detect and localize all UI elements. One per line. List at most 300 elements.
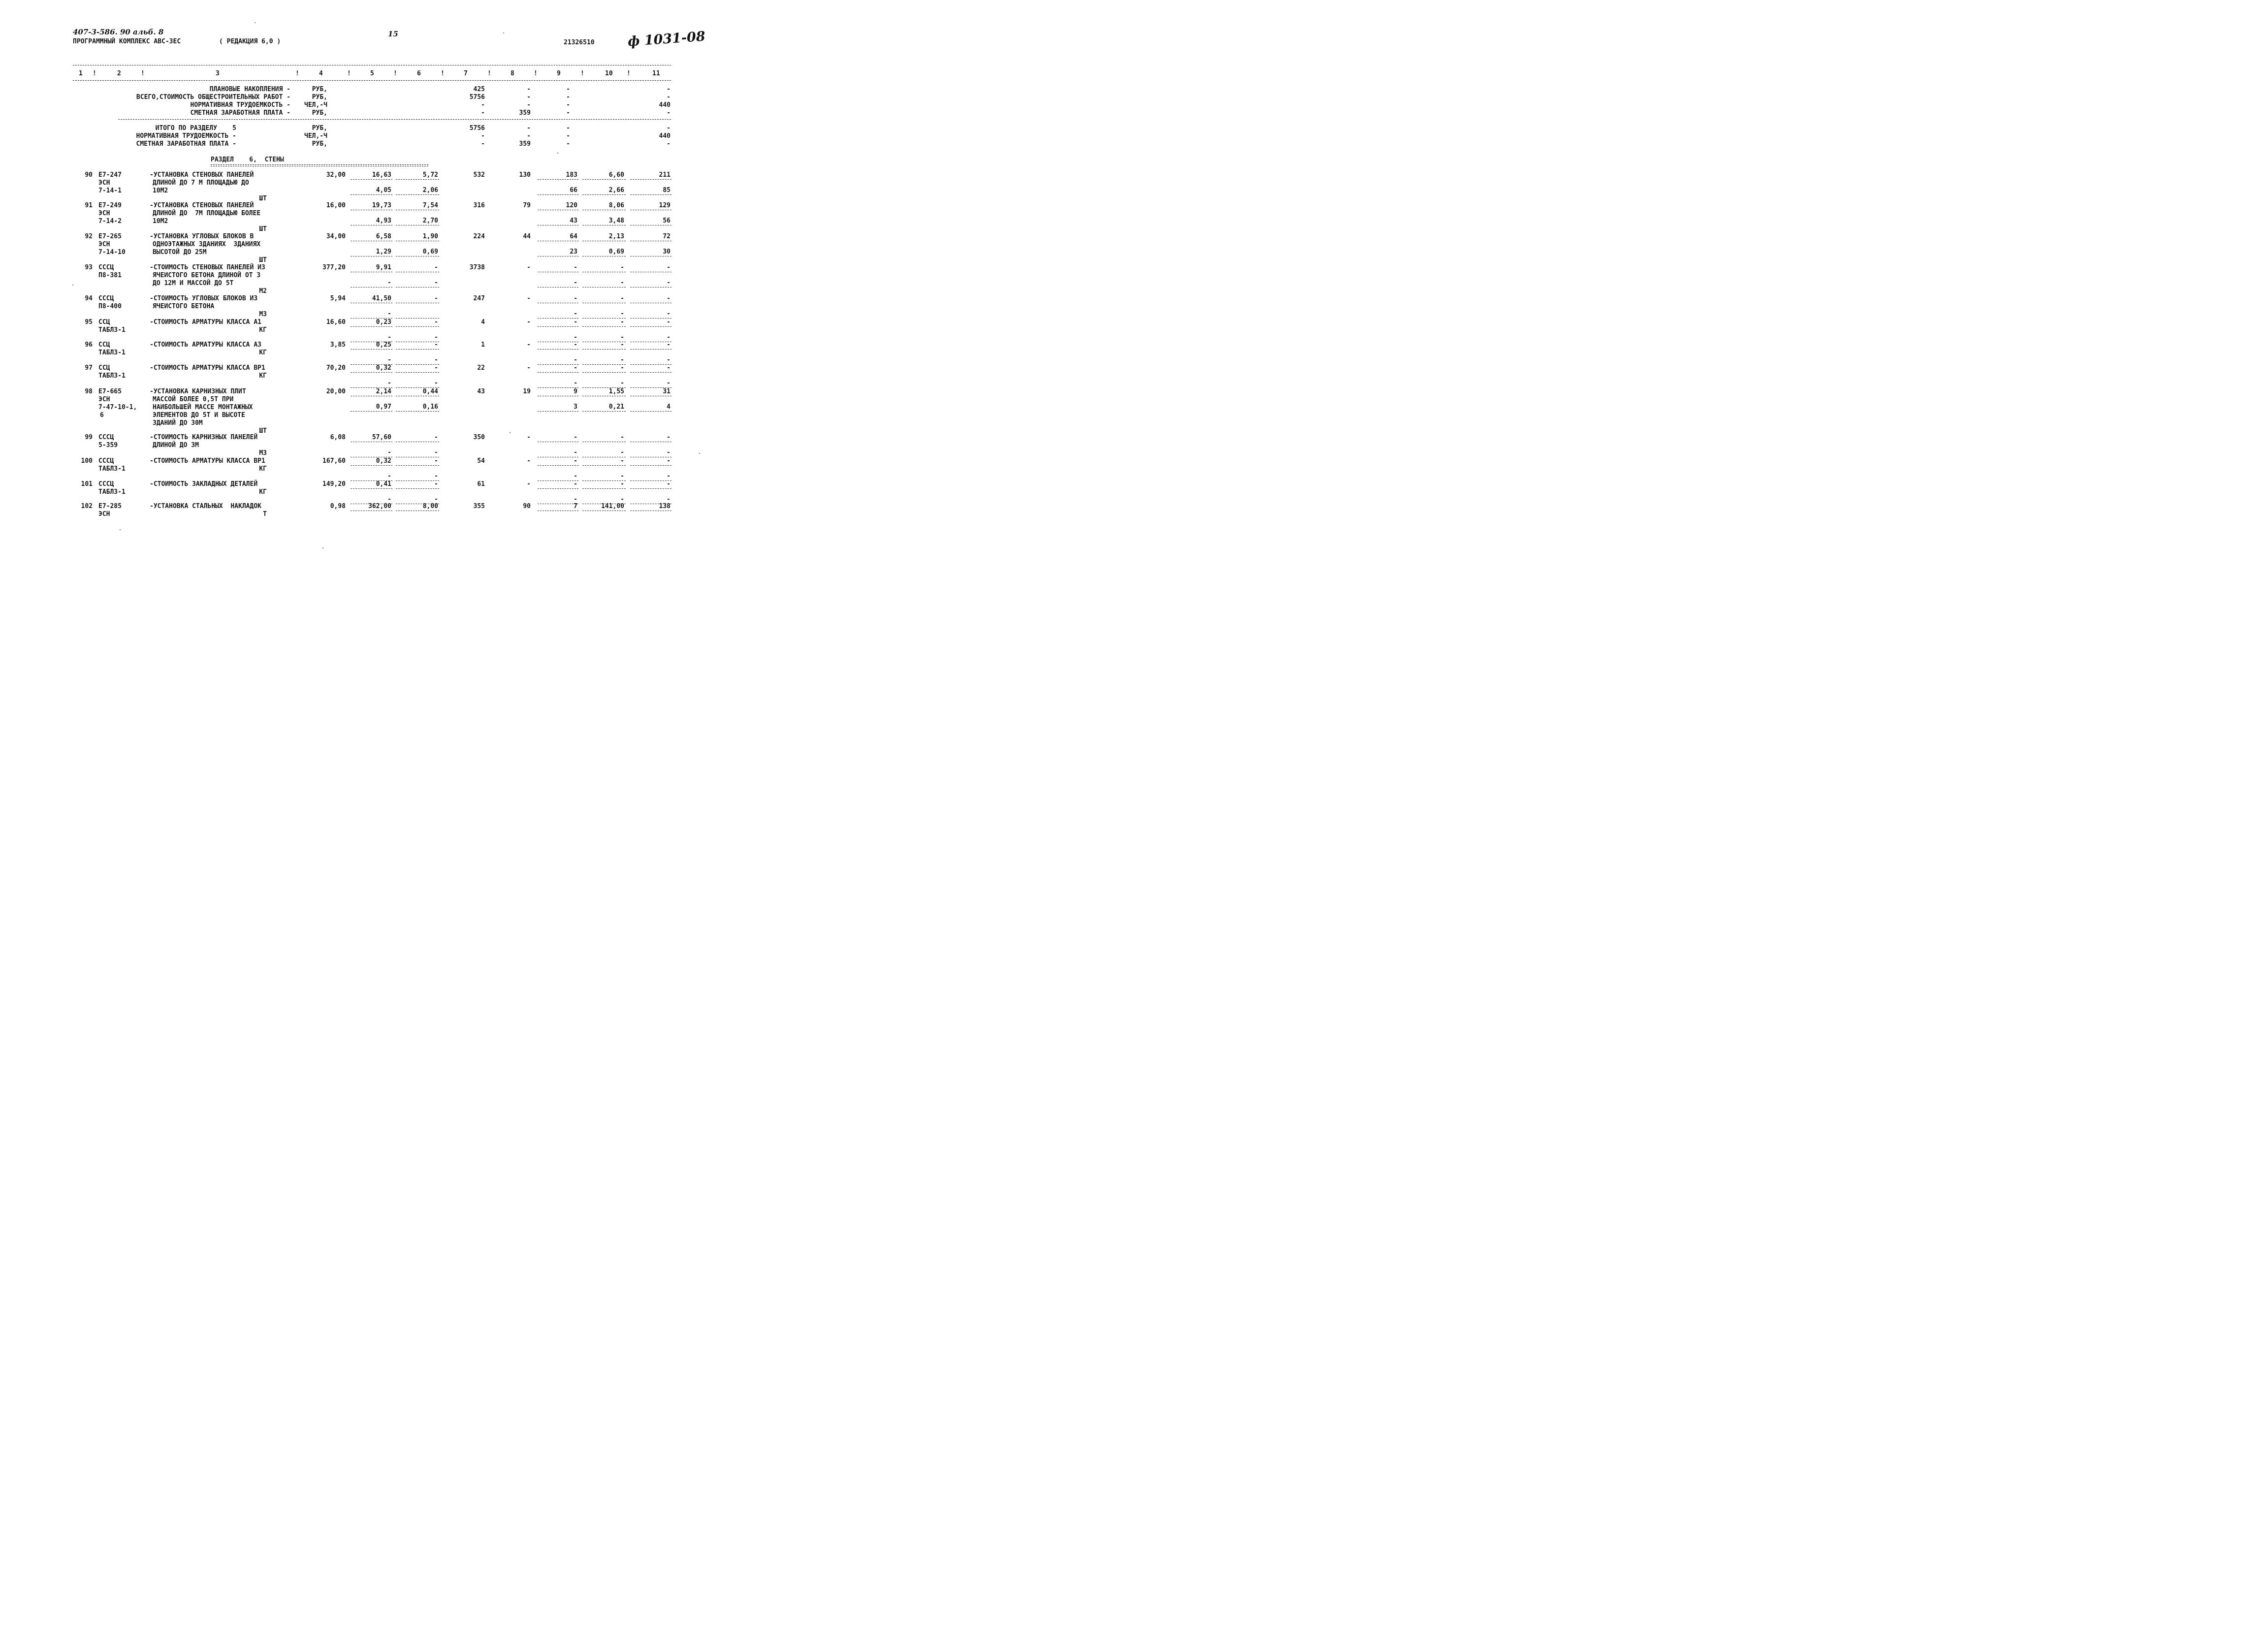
row-c5b: - bbox=[387, 496, 391, 503]
row-code: ЭСН bbox=[98, 511, 110, 518]
row-c11: 72 bbox=[663, 233, 671, 240]
row-description: ДЛИНОЙ ДО 7М ПЛОЩАДЬЮ БОЛЕЕ bbox=[153, 210, 261, 217]
row-c5: 362,00 bbox=[368, 503, 391, 510]
row-c5: 19,73 bbox=[372, 202, 391, 209]
row-c5b: - bbox=[387, 279, 391, 287]
row-c10b: 2,66 bbox=[608, 187, 624, 194]
summary-col11: 440 bbox=[659, 101, 671, 109]
cell-rule bbox=[396, 488, 439, 489]
cell-rule bbox=[538, 411, 578, 412]
row-unit: Т bbox=[263, 511, 267, 518]
row-c9b: 66 bbox=[570, 187, 577, 194]
row-unit: КГ bbox=[259, 349, 267, 356]
row-c11: - bbox=[667, 434, 671, 441]
summary-col8: - bbox=[527, 86, 531, 93]
cell-rule bbox=[630, 194, 671, 195]
cell-rule bbox=[582, 326, 626, 327]
cell-rule bbox=[538, 364, 578, 365]
summary-unit: ЧЕЛ,-Ч bbox=[304, 132, 327, 140]
column-separator: ! bbox=[295, 70, 299, 77]
row-c9: - bbox=[574, 480, 577, 488]
row-c10: 1,55 bbox=[608, 388, 624, 395]
cell-rule bbox=[630, 364, 671, 365]
summary-label: НОРМАТИВНАЯ ТРУДОЕМКОСТЬ - bbox=[190, 101, 290, 109]
summary-unit: РУБ, bbox=[312, 140, 327, 148]
scan-speck bbox=[510, 432, 511, 433]
row-c11b: - bbox=[667, 279, 671, 287]
row-code: ССЦ bbox=[98, 319, 110, 326]
row-c6b: - bbox=[434, 496, 438, 503]
row-description: -СТОИМОСТЬ АРМАТУРЫ КЛАССА ВР1 bbox=[150, 364, 265, 372]
cell-rule bbox=[538, 194, 578, 195]
row-c9b: - bbox=[574, 310, 577, 318]
row-description: -СТОИМОСТЬ АРМАТУРЫ КЛАССА А1 bbox=[150, 319, 261, 326]
row-code: 7-14-1 bbox=[98, 187, 122, 194]
row-c11: - bbox=[667, 264, 671, 271]
summary-label: НОРМАТИВНАЯ ТРУДОЕМКОСТЬ - bbox=[136, 132, 236, 140]
summary-unit: РУБ, bbox=[312, 86, 327, 93]
row-c4: 20,00 bbox=[326, 388, 346, 395]
row-c5b: - bbox=[387, 334, 391, 341]
row-c11b: - bbox=[667, 473, 671, 480]
row-code: Е7-247 bbox=[98, 171, 122, 179]
cell-rule bbox=[582, 194, 626, 195]
row-c6: - bbox=[434, 434, 438, 441]
summary-col9: - bbox=[566, 125, 570, 132]
summary-col8: - bbox=[527, 94, 531, 101]
summary-col9: - bbox=[566, 101, 570, 109]
scan-speck bbox=[322, 547, 323, 548]
cell-rule bbox=[396, 179, 439, 180]
row-c9: 9 bbox=[574, 388, 577, 395]
scan-speck bbox=[503, 32, 504, 33]
row-c10b: - bbox=[620, 310, 624, 318]
row-number: 90 bbox=[85, 171, 93, 179]
column-header-8: 8 bbox=[511, 70, 514, 77]
row-number: 94 bbox=[85, 295, 93, 302]
row-c8: 44 bbox=[523, 233, 531, 240]
row-c10b: - bbox=[620, 380, 624, 387]
row-c11: - bbox=[667, 480, 671, 488]
row-c9: - bbox=[574, 264, 577, 271]
row-unit: КГ bbox=[259, 465, 267, 473]
row-code: П8-381 bbox=[98, 272, 122, 279]
handwritten-signature: ф 1031-08 bbox=[627, 29, 706, 50]
column-separator: ! bbox=[627, 70, 631, 77]
column-header-4: 4 bbox=[319, 70, 323, 77]
row-code: ТАБЛ3-1 bbox=[98, 349, 126, 356]
row-c9b: 3 bbox=[574, 403, 577, 411]
row-description: -СТОИМОСТЬ УГЛОВЫХ БЛОКОВ ИЗ bbox=[150, 295, 258, 302]
summary-unit: РУБ, bbox=[312, 125, 327, 132]
row-description: ВЫСОТОЙ ДО 25М bbox=[153, 249, 207, 256]
row-c10: - bbox=[620, 457, 624, 465]
row-c10b: - bbox=[620, 496, 624, 503]
row-c5b: - bbox=[387, 473, 391, 480]
row-c9b: - bbox=[574, 496, 577, 503]
scan-speck bbox=[557, 153, 558, 154]
cell-rule bbox=[630, 465, 671, 466]
row-c9b: - bbox=[574, 334, 577, 341]
cell-rule bbox=[351, 179, 392, 180]
cell-rule bbox=[538, 326, 578, 327]
row-c10: 141,00 bbox=[601, 503, 624, 510]
cell-rule bbox=[396, 364, 439, 365]
row-c5b: 4,93 bbox=[376, 217, 391, 224]
document-code: 21326510 bbox=[564, 39, 595, 46]
cell-rule bbox=[396, 349, 439, 350]
row-unit: КГ bbox=[259, 488, 267, 496]
row-c6b: 2,06 bbox=[422, 187, 438, 194]
row-code: Е7-665 bbox=[98, 388, 122, 395]
row-description: -УСТАНОВКА СТАЛЬНЫХ НАКЛАДОК bbox=[150, 503, 261, 510]
cell-rule bbox=[538, 488, 578, 489]
row-c6: 0,44 bbox=[422, 388, 438, 395]
column-header-3: 3 bbox=[216, 70, 220, 77]
row-c9b: - bbox=[574, 449, 577, 456]
row-description: ЗДАНИЙ ДО 30М bbox=[153, 419, 203, 427]
row-number: 102 bbox=[81, 503, 93, 510]
row-c8: - bbox=[527, 295, 531, 302]
row-c10b: - bbox=[620, 334, 624, 341]
row-number: 97 bbox=[85, 364, 93, 372]
row-c4: 167,60 bbox=[322, 457, 346, 465]
summary-col9: - bbox=[566, 132, 570, 140]
summary-col9: - bbox=[566, 94, 570, 101]
row-c10: - bbox=[620, 264, 624, 271]
row-c6: 1,90 bbox=[422, 233, 438, 240]
row-c6: - bbox=[434, 264, 438, 271]
cell-rule bbox=[351, 488, 392, 489]
column-separator: ! bbox=[534, 70, 538, 77]
scan-speck bbox=[255, 22, 256, 23]
row-c11b: - bbox=[667, 310, 671, 318]
cell-rule bbox=[630, 488, 671, 489]
column-separator: ! bbox=[141, 70, 145, 77]
cell-rule bbox=[538, 318, 578, 319]
row-c11: 129 bbox=[659, 202, 671, 209]
row-code: ЭСН bbox=[98, 179, 110, 187]
column-separator: ! bbox=[93, 70, 96, 77]
row-c7: 316 bbox=[473, 202, 485, 209]
column-separator: ! bbox=[347, 70, 351, 77]
row-number: 93 bbox=[85, 264, 93, 271]
row-c5: 57,60 bbox=[372, 434, 391, 441]
document-reference: 407-3-586. 90 альб. 8 bbox=[73, 28, 164, 36]
row-code: ЭСН bbox=[98, 396, 110, 403]
cell-rule bbox=[396, 318, 439, 319]
row-c7: 350 bbox=[473, 434, 485, 441]
row-code: ТАБЛ3-1 bbox=[98, 488, 126, 496]
row-c5b: - bbox=[387, 356, 391, 364]
row-c5: 0,23 bbox=[376, 319, 391, 326]
row-description: -СТОИМОСТЬ ЗАКЛАДНЫХ ДЕТАЛЕЙ bbox=[150, 480, 258, 488]
row-c10b: 0,21 bbox=[608, 403, 624, 411]
summary-col8: 359 bbox=[519, 109, 531, 117]
row-c8: - bbox=[527, 364, 531, 372]
row-description: ЭЛЕМЕНТОВ ДО 5Т И ВЫСОТЕ bbox=[153, 412, 245, 419]
row-c6: - bbox=[434, 319, 438, 326]
column-separator: ! bbox=[487, 70, 491, 77]
row-c10b: - bbox=[620, 473, 624, 480]
row-c9: 183 bbox=[566, 171, 577, 179]
row-c11b: - bbox=[667, 449, 671, 456]
cell-rule bbox=[538, 465, 578, 466]
row-code: Е7-285 bbox=[98, 503, 122, 510]
row-c10b: - bbox=[620, 356, 624, 364]
row-c6b: - bbox=[434, 380, 438, 387]
row-number: 98 bbox=[85, 388, 93, 395]
row-description: -УСТАНОВКА КАРНИЗНЫХ ПЛИТ bbox=[150, 388, 246, 395]
row-c7: 355 bbox=[473, 503, 485, 510]
program-name: ПРОГРАММНЫЙ КОМПЛЕКС АВС-ЗЕС bbox=[73, 38, 181, 45]
row-c5: 0,32 bbox=[376, 457, 391, 465]
cell-rule bbox=[351, 326, 392, 327]
row-code: ЭСН bbox=[98, 210, 110, 217]
row-description: ДЛИНОЙ ДО 3М bbox=[153, 442, 199, 449]
cell-rule bbox=[396, 326, 439, 327]
cell-rule bbox=[582, 349, 626, 350]
row-c6b: - bbox=[434, 334, 438, 341]
column-header-7: 7 bbox=[464, 70, 468, 77]
row-c10: 2,13 bbox=[608, 233, 624, 240]
column-header-11: 11 bbox=[652, 70, 660, 77]
row-c11: - bbox=[667, 364, 671, 372]
summary-col11: 440 bbox=[659, 132, 671, 140]
row-c10: 6,60 bbox=[608, 171, 624, 179]
row-c11: - bbox=[667, 341, 671, 349]
row-c6: 8,00 bbox=[422, 503, 438, 510]
cell-rule bbox=[538, 387, 578, 388]
row-c5: 9,91 bbox=[376, 264, 391, 271]
row-number: 95 bbox=[85, 319, 93, 326]
row-c9b: 43 bbox=[570, 217, 577, 224]
summary-col11: - bbox=[667, 86, 671, 93]
row-c11: - bbox=[667, 295, 671, 302]
row-c9: - bbox=[574, 341, 577, 349]
row-c4: 0,98 bbox=[330, 503, 346, 510]
cell-rule bbox=[630, 372, 671, 373]
row-c10: - bbox=[620, 341, 624, 349]
cell-rule bbox=[630, 318, 671, 319]
row-c6b: - bbox=[434, 356, 438, 364]
row-c9: - bbox=[574, 457, 577, 465]
row-description: -СТОИМОСТЬ КАРНИЗНЫХ ПАНЕЛЕЙ bbox=[150, 434, 258, 441]
row-description: 10М2 bbox=[153, 187, 168, 194]
row-c7: 61 bbox=[477, 480, 485, 488]
row-c6: - bbox=[434, 364, 438, 372]
summary-col7: 425 bbox=[473, 86, 485, 93]
summary-col7: 5756 bbox=[469, 125, 485, 132]
cell-rule bbox=[538, 179, 578, 180]
row-unit: ШТ bbox=[259, 256, 267, 264]
row-c9: - bbox=[574, 319, 577, 326]
row-c5: 0,32 bbox=[376, 364, 391, 372]
row-c9b: 23 bbox=[570, 248, 577, 255]
row-unit: КГ bbox=[259, 372, 267, 380]
row-code: Е7-265 bbox=[98, 233, 122, 240]
summary-col8: - bbox=[527, 132, 531, 140]
summary-unit: ЧЕЛ,-Ч bbox=[304, 101, 327, 109]
row-code: ССЦ bbox=[98, 341, 110, 349]
row-c11b: - bbox=[667, 496, 671, 503]
row-c5b: - bbox=[387, 310, 391, 318]
row-c7: 43 bbox=[477, 388, 485, 395]
row-c11: - bbox=[667, 457, 671, 465]
summary-col7: - bbox=[481, 109, 485, 117]
cell-rule bbox=[351, 372, 392, 373]
row-c11: 211 bbox=[659, 171, 671, 179]
row-c10: - bbox=[620, 364, 624, 372]
cell-rule bbox=[538, 480, 578, 481]
cell-rule bbox=[582, 372, 626, 373]
row-c5: 0,41 bbox=[376, 480, 391, 488]
summary-col7: - bbox=[481, 140, 485, 148]
summary-col11: - bbox=[667, 140, 671, 148]
row-c10: - bbox=[620, 295, 624, 302]
cell-rule bbox=[396, 480, 439, 481]
cell-rule bbox=[396, 465, 439, 466]
row-number: 99 bbox=[85, 434, 93, 441]
row-code: П8-400 bbox=[98, 303, 122, 310]
cell-rule bbox=[630, 480, 671, 481]
row-c8: - bbox=[527, 319, 531, 326]
summary-col9: - bbox=[566, 140, 570, 148]
row-number: 101 bbox=[81, 480, 93, 488]
row-description: ДЛИНОЙ ДО 7 М ПЛОЩАДЬЮ ДО bbox=[153, 179, 249, 187]
row-c7: 247 bbox=[473, 295, 485, 302]
row-c10: - bbox=[620, 480, 624, 488]
cell-rule bbox=[351, 411, 392, 412]
row-c8: 130 bbox=[519, 171, 531, 179]
summary-col7: - bbox=[481, 101, 485, 109]
row-description: -УСТАНОВКА УГЛОВЫХ БЛОКОВ В bbox=[150, 233, 254, 240]
row-c5: 0,25 bbox=[376, 341, 391, 349]
row-description: МАССОЙ БОЛЕЕ 0,5Т ПРИ bbox=[153, 396, 234, 403]
cell-rule bbox=[396, 194, 439, 195]
summary-col9: - bbox=[566, 86, 570, 93]
row-c10b: - bbox=[620, 449, 624, 456]
row-c11b: 30 bbox=[663, 248, 671, 255]
row-c4: 16,60 bbox=[326, 319, 346, 326]
scan-speck bbox=[699, 453, 700, 454]
row-c5b: 0,97 bbox=[376, 403, 391, 411]
row-c8: - bbox=[527, 264, 531, 271]
cell-rule bbox=[630, 326, 671, 327]
row-c9b: - bbox=[574, 356, 577, 364]
cell-rule bbox=[396, 372, 439, 373]
cell-rule bbox=[582, 488, 626, 489]
summary-col7: 5756 bbox=[469, 94, 485, 101]
row-code: Е7-249 bbox=[98, 202, 122, 209]
summary-label: СМЕТНАЯ ЗАРАБОТНАЯ ПЛАТА - bbox=[190, 109, 290, 117]
row-c10: 8,06 bbox=[608, 202, 624, 209]
row-c9: - bbox=[574, 295, 577, 302]
row-unit: ШТ bbox=[259, 225, 267, 233]
column-separator: ! bbox=[441, 70, 445, 77]
row-c6: - bbox=[434, 295, 438, 302]
row-c4: 6,08 bbox=[330, 434, 346, 441]
row-description: ЯЧЕИСТОГО БЕТОНА bbox=[153, 303, 215, 310]
row-c5: 41,50 bbox=[372, 295, 391, 302]
cell-rule bbox=[538, 372, 578, 373]
row-c10: - bbox=[620, 434, 624, 441]
row-c5b: 4,05 bbox=[376, 187, 391, 194]
row-c5: 2,14 bbox=[376, 388, 391, 395]
header-bottom-rule bbox=[73, 80, 671, 81]
column-separator: ! bbox=[580, 70, 584, 77]
row-c4: 149,20 bbox=[322, 480, 346, 488]
cell-rule bbox=[582, 364, 626, 365]
row-code: ТАБЛ3-1 bbox=[98, 372, 126, 380]
cell-rule bbox=[538, 349, 578, 350]
summary-unit: РУБ, bbox=[312, 109, 327, 117]
row-c9b: - bbox=[574, 279, 577, 287]
column-header-6: 6 bbox=[417, 70, 421, 77]
row-c7: 224 bbox=[473, 233, 485, 240]
row-c8: 79 bbox=[523, 202, 531, 209]
row-description: 10М2 bbox=[153, 218, 168, 225]
row-c9: 64 bbox=[570, 233, 577, 240]
row-code: ТАБЛ3-1 bbox=[98, 326, 126, 334]
row-code: 7-14-10 bbox=[98, 249, 126, 256]
row-unit: ШТ bbox=[259, 195, 267, 202]
column-header-1: 1 bbox=[79, 70, 83, 77]
row-c8: - bbox=[527, 341, 531, 349]
cell-rule bbox=[351, 465, 392, 466]
row-c11b: - bbox=[667, 334, 671, 341]
summary-col11: - bbox=[667, 125, 671, 132]
row-code: 5-359 bbox=[98, 442, 118, 449]
row-c5: 16,63 bbox=[372, 171, 391, 179]
row-c11b: 4 bbox=[667, 403, 671, 411]
row-unit: ШТ bbox=[259, 427, 267, 435]
row-c7: 532 bbox=[473, 171, 485, 179]
cell-rule bbox=[630, 349, 671, 350]
summary-label: ПЛАНОВЫЕ НАКОПЛЕНИЯ - bbox=[209, 86, 290, 93]
row-c6b: 0,69 bbox=[422, 248, 438, 255]
row-c4: 32,00 bbox=[326, 171, 346, 179]
section-title: РАЗДЕЛ 6, СТЕНЫ bbox=[211, 156, 284, 163]
row-number: 96 bbox=[85, 341, 93, 349]
row-c7: 54 bbox=[477, 457, 485, 465]
row-number: 92 bbox=[85, 233, 93, 240]
row-c9: 7 bbox=[574, 503, 577, 510]
summary-label: ИТОГО ПО РАЗДЕЛУ 5 bbox=[155, 125, 236, 132]
column-separator: ! bbox=[393, 70, 397, 77]
row-c10b: 0,69 bbox=[608, 248, 624, 255]
summary-label: ВСЕГО,СТОИМОСТЬ ОБЩЕСТРОИТЕЛЬНЫХ РАБОТ - bbox=[136, 94, 290, 101]
row-description: НАИБОЛЬШЕЙ МАССЕ МОНТАЖНЫХ bbox=[153, 404, 253, 411]
row-c6b: - bbox=[434, 449, 438, 456]
row-c8: 90 bbox=[523, 503, 531, 510]
row-c11b: 85 bbox=[663, 187, 671, 194]
row-description: -УСТАНОВКА СТЕНОВЫХ ПАНЕЛЕЙ bbox=[150, 202, 254, 209]
cell-rule bbox=[582, 179, 626, 180]
cell-rule bbox=[630, 411, 671, 412]
row-c5: 6,58 bbox=[376, 233, 391, 240]
row-code: 7-47-10-1, bbox=[98, 404, 137, 411]
cell-rule bbox=[582, 465, 626, 466]
row-c4: 70,20 bbox=[326, 364, 346, 372]
row-description: -СТОИМОСТЬ АРМАТУРЫ КЛАССА ВР1 bbox=[150, 457, 265, 465]
row-c8: - bbox=[527, 434, 531, 441]
row-description: ДО 12М И МАССОЙ ДО 5Т bbox=[153, 280, 234, 287]
row-c9: - bbox=[574, 434, 577, 441]
row-c4: 5,94 bbox=[330, 295, 346, 302]
cell-rule bbox=[351, 194, 392, 195]
row-c10: - bbox=[620, 319, 624, 326]
